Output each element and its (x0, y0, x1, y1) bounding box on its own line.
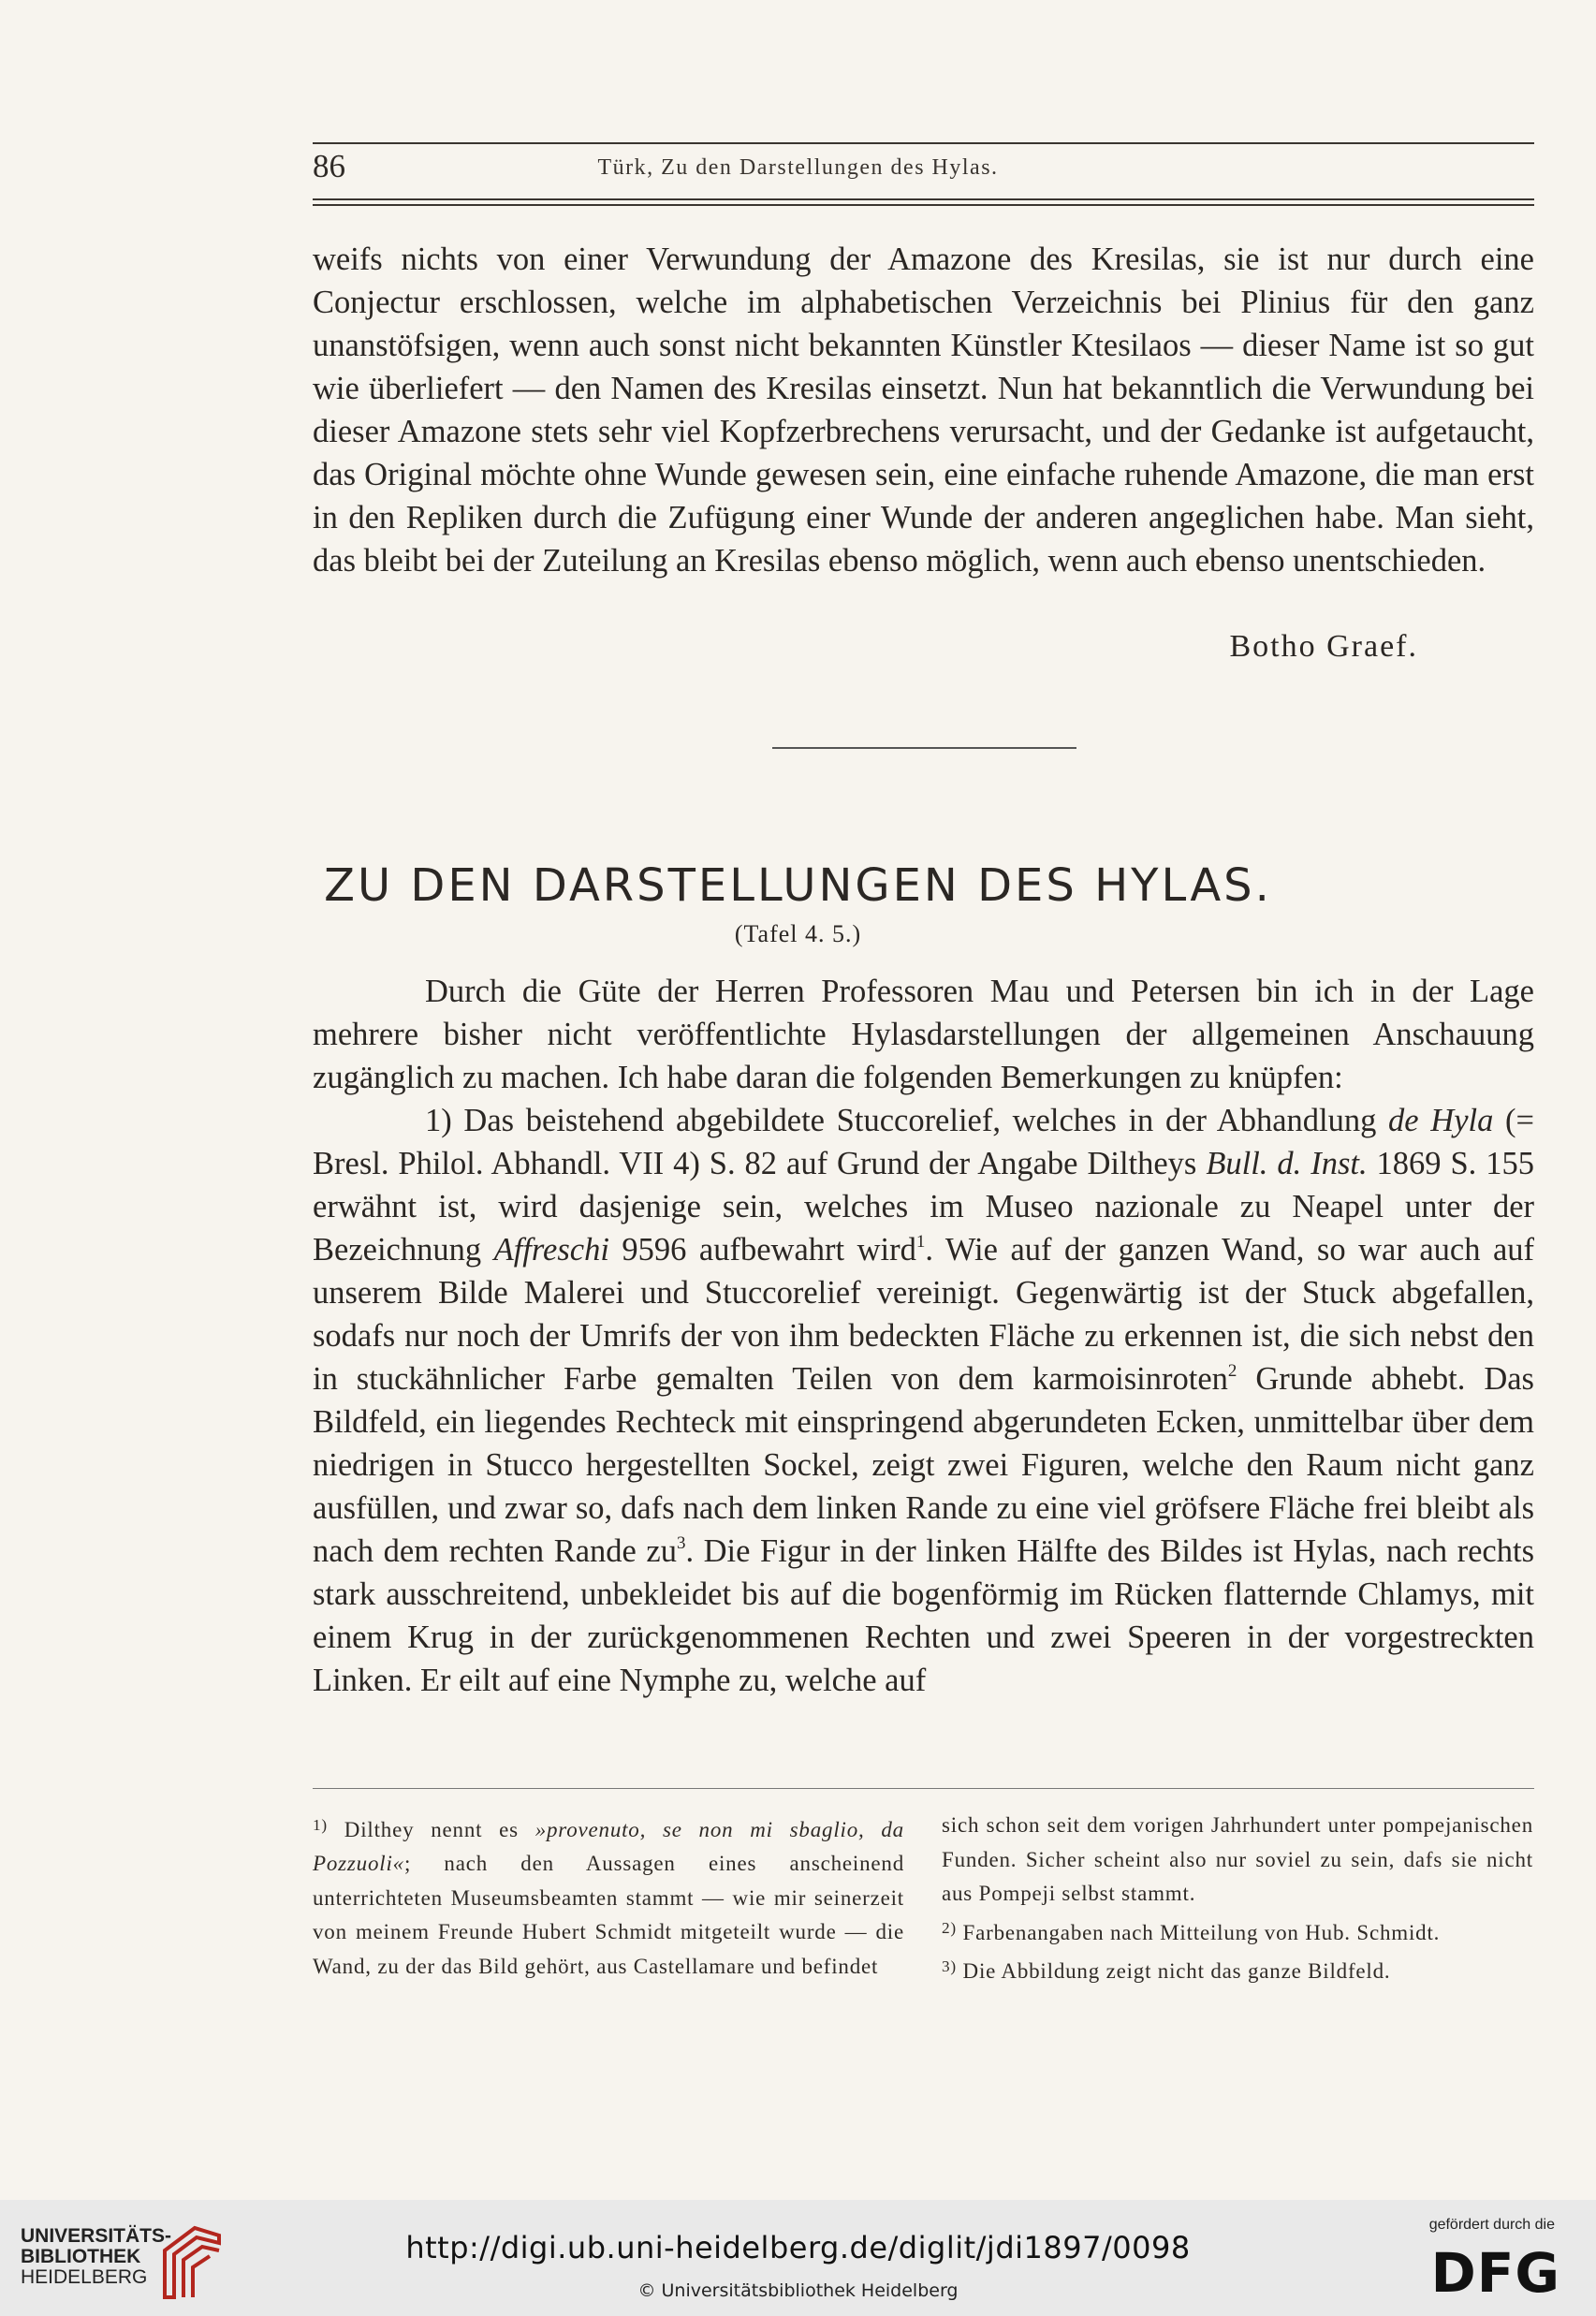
text-run: . Die Figur in der linken Hälfte des Bildes ist Hylas, nach rechts stark ausschreitend, unbekleidet bis auf die bogenförmig im Rücken flatternde Chlamys, mit einem Krug in der zurückgenommenen Rechten und zwei Speeren in der vorgestreckten Linken. Er eilt auf eine Nymphe zu, welche auf (313, 1533, 1534, 1698)
italic-term: Affreschi (493, 1232, 609, 1268)
footnotes-left-column (313, 1809, 904, 1984)
footnote-ref-2[interactable]: 2 (1227, 1360, 1237, 1381)
section-divider (772, 747, 1076, 749)
previous-article-ending (313, 238, 1534, 582)
footnote-1 (313, 1809, 904, 1984)
footnote-separator (313, 1788, 1534, 1789)
text-run: ; nach den Aussagen eines anscheinend unterrichteten Museumsbeamten stammt — wie mir seinerzeit von meinem Freunde Hubert Schmidt mitgeteilt wurde — die Wand, zu der das Bild gehört, aus Castellamare und befindet (313, 1852, 904, 1978)
italic-quote: »provenuto, se non mi sbaglio, da Pozzuoli« (313, 1817, 904, 1876)
text-run: Die Abbildung zeigt nicht das ganze Bildfeld. (956, 1958, 1391, 1983)
text-run: . Wie auf der ganzen Wand, so war auch auf unserem Bilde Malerei und Stuccorelief vereinigt. Gegenwärtig ist der Stuck abgefallen, sodafs nur noch der Umrifs der von ihm bedeckten Fläche zu erkennen ist, die sich nebst den in stuckähnlicher Farbe gemalten Teilen von dem karmoisinroten (313, 1232, 1535, 1397)
copyright-notice: © Universitätsbibliothek Heidelberg (637, 2280, 959, 2301)
page-number: 86 (313, 148, 345, 184)
footnote-marker: 1) (313, 1816, 328, 1834)
library-line-3: HEIDELBERG (21, 2266, 148, 2288)
text-run: 1869 S. 155 erwähnt ist, wird dasjenige sein, welches im Museo nazionale zu Neapel unter der Bezeichnung (313, 1146, 1535, 1268)
funded-by-label: gefördert durch die (1428, 2217, 1555, 2233)
previous-article-paragraph: weifs nichts von einer Verwundung der Amazone des Kresilas, sie ist nur durch eine Conjectur erschlossen, welche im alphabetischen Verzeichnis bei Plinius für den ganz unanstöfsigen, wenn auch sonst nicht bekannten Künstler Ktesilaos — dieser Name ist so gut wie überliefert — den Namen des Kresilas einsetzt. Nun hat bekanntlich die Verwundung bei dieser Amazone stets sehr viel Kopfzerbrechens verursacht, und der Gedanke ist aufgetaucht, das Original möchte ohne Wunde gewesen sein, eine einfache ruhende Amazone, die man erst in den Repliken durch die Zufügung einer Wunde der anderen angeglichen habe. Man sieht, das bleibt bei der Zuteilung an Kresilas ebenso möglich, wenn auch ebenso unentschieden. (313, 242, 1534, 579)
viewer-footer (0, 2200, 1596, 2316)
footnotes-right-column (942, 1809, 1533, 1988)
text-run: Farbenangaben nach Mitteilung von Hub. Schmidt. (956, 1920, 1441, 1944)
header-rule-double-1 (313, 198, 1534, 200)
italic-title: de Hyla (1388, 1103, 1494, 1138)
footnote-1-continued: sich schon seit dem vorigen Jahrhundert unter pompejanischen Funden. Sicher scheint also nur soviel zu sein, dafs sie nicht aus Pompeji selbst stammt. (942, 1813, 1533, 1905)
text-run: 9596 aufbewahrt wird (608, 1232, 916, 1268)
footnote-2 (942, 1912, 1533, 1950)
footnote-ref-3[interactable]: 3 (676, 1532, 686, 1553)
dfg-logo[interactable]: DFG (1430, 2241, 1560, 2305)
running-title: Türk, Zu den Darstellungen des Hylas. (597, 155, 999, 180)
article-title: ZU DEN DARSTELLUNGEN DES HYLAS. (324, 859, 1272, 912)
text-run: Dilthey nennt es (327, 1817, 535, 1841)
text-run: (= Bresl. Philol. Abhandl. VII 4) S. 82 auf Grund der Angabe Diltheys (313, 1103, 1534, 1181)
author-signature: Botho Graef. (1229, 629, 1418, 664)
library-line-2: BIBLIOTHEK (21, 2246, 141, 2267)
intro-paragraph: Durch die Güte der Herren Professoren Mau und Petersen bin ich in der Lage mehrere bisher nicht veröffentlichte Hylasdarstellungen der allgemeinen Anschauung zugänglich zu machen. Ich habe daran die folgenden Bemerkungen zu knüpfen: (313, 974, 1534, 1095)
footnote-marker: 2) (942, 1918, 957, 1937)
paragraph-1 (313, 1099, 1534, 1702)
header-rule-double-2 (313, 204, 1534, 206)
footnote-ref-1[interactable]: 1 (915, 1231, 926, 1252)
footnote-3 (942, 1950, 1533, 1988)
permalink-url[interactable]: http://digi.ub.uni-heidelberg.de/diglit/jdi1897/0098 (405, 2230, 1191, 2265)
text-run: 1) Das beistehend abgebildete Stuccorelief, welches in der Abhandlung (425, 1103, 1389, 1138)
article-body (313, 970, 1534, 1702)
article-subtitle: (Tafel 4. 5.) (734, 920, 862, 947)
italic-citation: Bull. d. Inst. (1206, 1146, 1368, 1181)
footnote-marker: 3) (942, 1957, 957, 1975)
library-line-1: UNIVERSITÄTS- (21, 2225, 172, 2247)
header-rule-top (313, 142, 1534, 144)
text-run: Grunde abhebt. Das Bildfeld, ein liegendes Rechteck mit einspringend abgerundeten Ecken, unmittelbar über dem niedrigen in Stucco hergestellten Sockel, zeigt zwei Figuren, welche den Raum nicht ganz ausfüllen, und zwar so, dafs nach dem linken Rande zu eine viel gröfsere Fläche frei bleibt als nach dem rechten Rande zu (313, 1361, 1534, 1569)
